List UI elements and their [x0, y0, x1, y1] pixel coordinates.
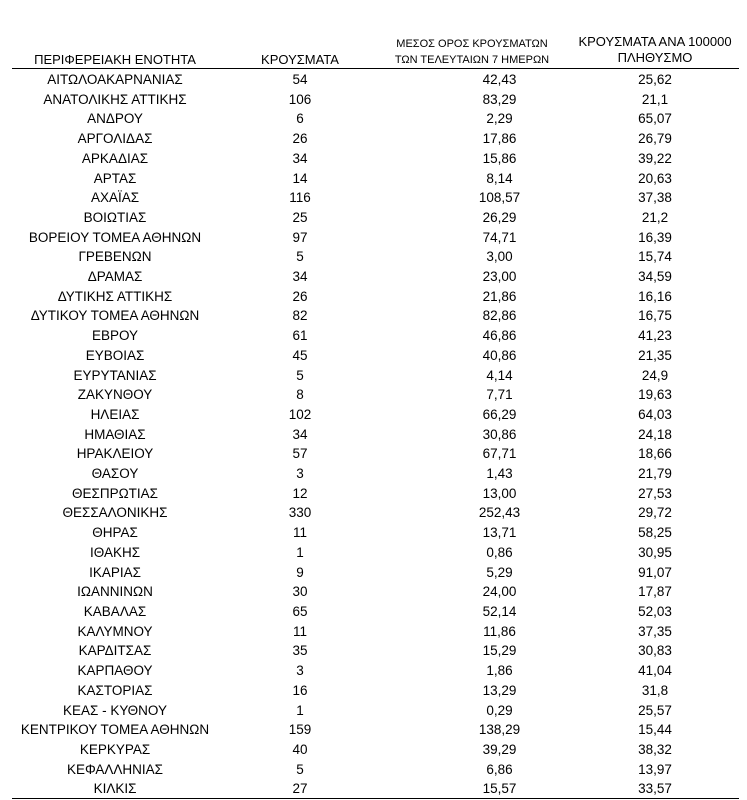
region-cell: ΗΡΑΚΛΕΙΟΥ — [76, 446, 154, 462]
per-100k-cell: 41,23 — [638, 328, 672, 344]
per-100k-cell: 30,95 — [638, 544, 672, 560]
table-row — [0, 149, 747, 169]
cases-cell: 116 — [289, 190, 311, 206]
per-100k-cell: 25,62 — [638, 72, 672, 87]
table-row — [0, 602, 747, 622]
per-100k-cell: 29,72 — [638, 505, 672, 521]
per-100k-cell: 16,16 — [638, 288, 672, 304]
per-100k-cell: 24,9 — [641, 367, 669, 383]
table-row — [0, 129, 747, 149]
cases-cell: 25 — [292, 209, 308, 225]
table-row — [0, 346, 747, 366]
per-100k-cell: 24,18 — [638, 426, 672, 442]
cases-cell: 65 — [292, 603, 308, 619]
average-cell: 4,14 — [486, 367, 513, 383]
average-cell: 1,43 — [486, 466, 513, 482]
per-100k-cell: 27,53 — [638, 485, 672, 501]
region-cell: ΒΟΙΩΤΙΑΣ — [83, 209, 147, 225]
per-100k-cell: 58,25 — [638, 525, 672, 541]
table-row — [0, 484, 747, 504]
cases-cell: 12 — [292, 485, 308, 501]
cases-cell: 3 — [296, 466, 304, 482]
cases-cell: 330 — [288, 505, 312, 521]
table-row — [0, 287, 747, 307]
per-100k-cell: 38,32 — [638, 741, 672, 757]
region-cell: ΚΕΡΚΥΡΑΣ — [79, 741, 151, 757]
per-100k-cell: 21,2 — [641, 209, 669, 225]
per-100k-cell: 52,03 — [638, 603, 672, 619]
table-row — [0, 70, 747, 90]
region-cell: ΚΙΛΚΙΣ — [93, 781, 137, 797]
average-cell: 21,86 — [482, 288, 517, 304]
region-cell: ΑΡΚΑΔΙΑΣ — [81, 150, 149, 166]
table-row — [0, 109, 747, 129]
region-cell: ΚΑΒΑΛΑΣ — [83, 603, 147, 619]
per-100k-cell: 39,22 — [638, 150, 672, 166]
table-row — [0, 208, 747, 228]
cases-cell: 26 — [292, 131, 308, 147]
region-cell: ΚΕΦΑΛΛΗΝΙΑΣ — [66, 761, 164, 777]
cases-cell: 82 — [292, 308, 308, 324]
average-cell: 42,43 — [482, 72, 517, 87]
region-cell: ΑΡΤΑΣ — [93, 170, 137, 186]
average-cell: 7,71 — [486, 387, 513, 403]
average-cell: 3,00 — [486, 249, 513, 265]
region-cell: ΑΧΑΪΑΣ — [90, 190, 140, 206]
region-cell: ΚΑΡΔΙΤΣΑΣ — [78, 643, 152, 659]
average-cell: 8,14 — [486, 170, 513, 186]
cases-cell: 26 — [292, 288, 308, 304]
region-cell: ΙΚΑΡΙΑΣ — [89, 564, 141, 580]
region-cell: ΕΥΒΟΙΑΣ — [85, 347, 145, 363]
table-row — [0, 641, 747, 661]
region-cell: ΚΑΛΥΜΝΟΥ — [77, 623, 153, 639]
per-100k-cell: 34,59 — [638, 269, 672, 285]
average-cell: 24,00 — [482, 584, 517, 600]
per-100k-cell: 18,66 — [638, 446, 672, 462]
region-cell: ΘΗΡΑΣ — [92, 525, 138, 541]
average-cell: 67,71 — [482, 446, 517, 462]
region-cell: ΓΡΕΒΕΝΩΝ — [78, 249, 152, 265]
table-row — [0, 740, 747, 760]
header-7day-average: ΜΕΣΟΣ ΟΡΟΣ ΚΡΟΥΣΜΑΤΩΝ ΤΩΝ ΤΕΛΕΥΤΑΙΩΝ 7 ΗΜΕΡΩΝ — [394, 38, 550, 66]
average-cell: 74,71 — [482, 229, 517, 245]
average-cell: 0,29 — [486, 702, 513, 718]
table-row — [0, 543, 747, 563]
table-row — [0, 267, 747, 287]
region-cell: ΖΑΚΥΝΘΟΥ — [77, 387, 153, 403]
table-row — [0, 503, 747, 523]
table-row — [0, 523, 747, 543]
table-row — [0, 720, 747, 740]
table-row — [0, 582, 747, 602]
region-cell: ΚΑΣΤΟΡΙΑΣ — [77, 682, 153, 698]
table-row — [0, 661, 747, 681]
cases-cell: 34 — [292, 426, 308, 442]
region-cell: ΘΕΣΣΑΛΟΝΙΚΗΣ — [62, 505, 168, 521]
cases-cell: 40 — [292, 741, 308, 757]
average-cell: 13,00 — [482, 485, 517, 501]
per-100k-cell: 20,63 — [638, 170, 672, 186]
table-row — [0, 169, 747, 189]
cases-cell: 159 — [288, 722, 312, 738]
per-100k-cell: 16,39 — [638, 229, 672, 245]
table-row — [0, 247, 747, 267]
average-cell: 26,29 — [482, 209, 517, 225]
table-row — [0, 366, 747, 386]
cases-cell: 34 — [292, 269, 308, 285]
region-cell: ΚΕΝΤΡΙΚΟΥ ΤΟΜΕΑ ΑΘΗΝΩΝ — [20, 722, 210, 738]
cases-cell: 54 — [292, 72, 308, 87]
average-cell: 13,71 — [482, 525, 517, 541]
average-cell: 83,29 — [482, 91, 517, 107]
header-cases-per-100000: ΚΡΟΥΣΜΑΤΑ ΑΝΑ 100000 ΠΛΗΘΥΣΜΟ — [578, 34, 732, 65]
table-row — [0, 385, 747, 405]
per-100k-cell: 65,07 — [638, 111, 672, 127]
cases-cell: 45 — [292, 347, 308, 363]
per-100k-cell: 17,87 — [638, 584, 672, 600]
header-regional-unit: ΠΕΡΙΦΕΡΕΙΑΚΗ ΕΝΟΤΗΤΑ — [34, 52, 196, 67]
cases-cell: 5 — [296, 367, 304, 383]
region-cell: ΔΥΤΙΚΗΣ ΑΤΤΙΚΗΣ — [57, 288, 173, 304]
cases-cell: 5 — [296, 249, 304, 265]
table-row — [0, 681, 747, 701]
cases-cell: 3 — [296, 663, 304, 679]
table-body — [0, 70, 747, 799]
region-cell: ΚΑΡΠΑΘΟΥ — [77, 663, 153, 679]
region-cell: ΒΟΡΕΙΟΥ ΤΟΜΕΑ ΑΘΗΝΩΝ — [28, 229, 202, 245]
table-row — [0, 425, 747, 445]
average-cell: 17,86 — [482, 131, 517, 147]
region-cell: ΑΡΓΟΛΙΔΑΣ — [77, 131, 153, 147]
cases-cell: 97 — [292, 229, 308, 245]
per-100k-cell: 91,07 — [638, 564, 672, 580]
cases-cell: 30 — [292, 584, 308, 600]
per-100k-cell: 64,03 — [638, 406, 672, 422]
region-cell: ΘΕΣΠΡΩΤΙΑΣ — [71, 485, 159, 501]
average-cell: 23,00 — [482, 269, 517, 285]
cases-cell: 11 — [292, 623, 307, 639]
cases-cell: 102 — [288, 406, 312, 422]
per-100k-cell: 31,8 — [641, 682, 669, 698]
per-100k-cell: 26,79 — [638, 131, 672, 147]
per-100k-cell: 41,04 — [638, 663, 672, 679]
table-row — [0, 779, 747, 799]
table-row — [0, 306, 747, 326]
average-cell: 108,57 — [478, 190, 521, 206]
region-cell: ΗΛΕΙΑΣ — [90, 406, 140, 422]
region-cell: ΙΘΑΚΗΣ — [89, 544, 141, 560]
per-100k-cell: 33,57 — [638, 781, 672, 797]
table-row — [0, 228, 747, 248]
per-100k-cell: 25,57 — [638, 702, 672, 718]
table-row — [0, 464, 747, 484]
average-cell: 138,29 — [478, 722, 521, 738]
per-100k-cell: 15,74 — [638, 249, 672, 265]
average-cell: 82,86 — [482, 308, 517, 324]
cases-cell: 9 — [296, 564, 304, 580]
cases-cell: 34 — [292, 150, 308, 166]
average-cell: 11,86 — [483, 623, 516, 639]
cases-cell: 14 — [292, 170, 308, 186]
table-row — [0, 188, 747, 208]
region-cell: ΙΩΑΝΝΙΝΩΝ — [77, 584, 153, 600]
average-cell: 39,29 — [482, 741, 517, 757]
cases-cell: 1 — [296, 702, 304, 718]
average-cell: 252,43 — [478, 505, 521, 521]
table-row — [0, 563, 747, 583]
table-row — [0, 444, 747, 464]
table-row — [0, 760, 747, 780]
average-cell: 5,29 — [486, 564, 513, 580]
header-cases: ΚΡΟΥΣΜΑΤΑ — [261, 52, 339, 67]
table-row — [0, 701, 747, 721]
per-100k-cell: 13,97 — [638, 761, 672, 777]
per-100k-cell: 30,83 — [638, 643, 672, 659]
average-cell: 15,86 — [482, 150, 517, 166]
average-cell: 0,86 — [486, 544, 513, 560]
region-cell: ΕΥΡΥΤΑΝΙΑΣ — [73, 367, 157, 383]
average-cell: 15,29 — [482, 643, 517, 659]
per-100k-cell: 16,75 — [638, 308, 672, 324]
cases-cell: 6 — [296, 111, 304, 127]
cases-cell: 11 — [292, 525, 307, 541]
cases-cell: 5 — [296, 761, 304, 777]
per-100k-cell: 37,35 — [638, 623, 672, 639]
average-cell: 40,86 — [482, 347, 517, 363]
cases-cell: 57 — [292, 446, 308, 462]
average-cell: 52,14 — [482, 603, 517, 619]
cases-cell: 1 — [296, 544, 304, 560]
table-row — [0, 622, 747, 642]
cases-cell: 35 — [292, 643, 308, 659]
average-cell: 6,86 — [486, 761, 513, 777]
cases-cell: 61 — [292, 328, 308, 344]
per-100k-cell: 21,1 — [641, 91, 669, 107]
table-row — [0, 90, 747, 110]
average-cell: 13,29 — [482, 682, 517, 698]
average-cell: 66,29 — [482, 406, 517, 422]
region-cell: ΑΝΑΤΟΛΙΚΗΣ ΑΤΤΙΚΗΣ — [43, 91, 187, 107]
table-row — [0, 326, 747, 346]
cases-cell: 27 — [292, 781, 308, 797]
per-100k-cell: 21,79 — [638, 466, 672, 482]
region-cell: ΚΕΑΣ - ΚΥΘΝΟΥ — [63, 702, 167, 718]
cases-cell: 8 — [296, 387, 304, 403]
region-cell: ΕΒΡΟΥ — [91, 328, 139, 344]
region-cell: ΔΡΑΜΑΣ — [87, 269, 143, 285]
bottom-divider — [12, 798, 739, 799]
cases-cell: 106 — [288, 91, 312, 107]
average-cell: 46,86 — [482, 328, 517, 344]
region-cell: ΘΑΣΟΥ — [91, 466, 139, 482]
average-cell: 15,57 — [482, 781, 517, 797]
average-cell: 2,29 — [486, 111, 513, 127]
region-cell: ΗΜΑΘΙΑΣ — [84, 426, 146, 442]
region-cell: ΑΝΔΡΟΥ — [87, 111, 143, 127]
per-100k-cell: 19,63 — [638, 387, 672, 403]
region-cell: ΑΙΤΩΛΟΑΚΑΡΝΑΝΙΑΣ — [47, 72, 183, 87]
average-cell: 30,86 — [482, 426, 517, 442]
per-100k-cell: 37,38 — [638, 190, 672, 206]
cases-cell: 16 — [292, 682, 308, 698]
per-100k-cell: 21,35 — [638, 347, 672, 363]
table-row — [0, 405, 747, 425]
average-cell: 1,86 — [486, 663, 513, 679]
region-cell: ΔΥΤΙΚΟΥ ΤΟΜΕΑ ΑΘΗΝΩΝ — [30, 308, 200, 324]
header-divider — [12, 68, 739, 69]
per-100k-cell: 15,44 — [638, 722, 672, 738]
